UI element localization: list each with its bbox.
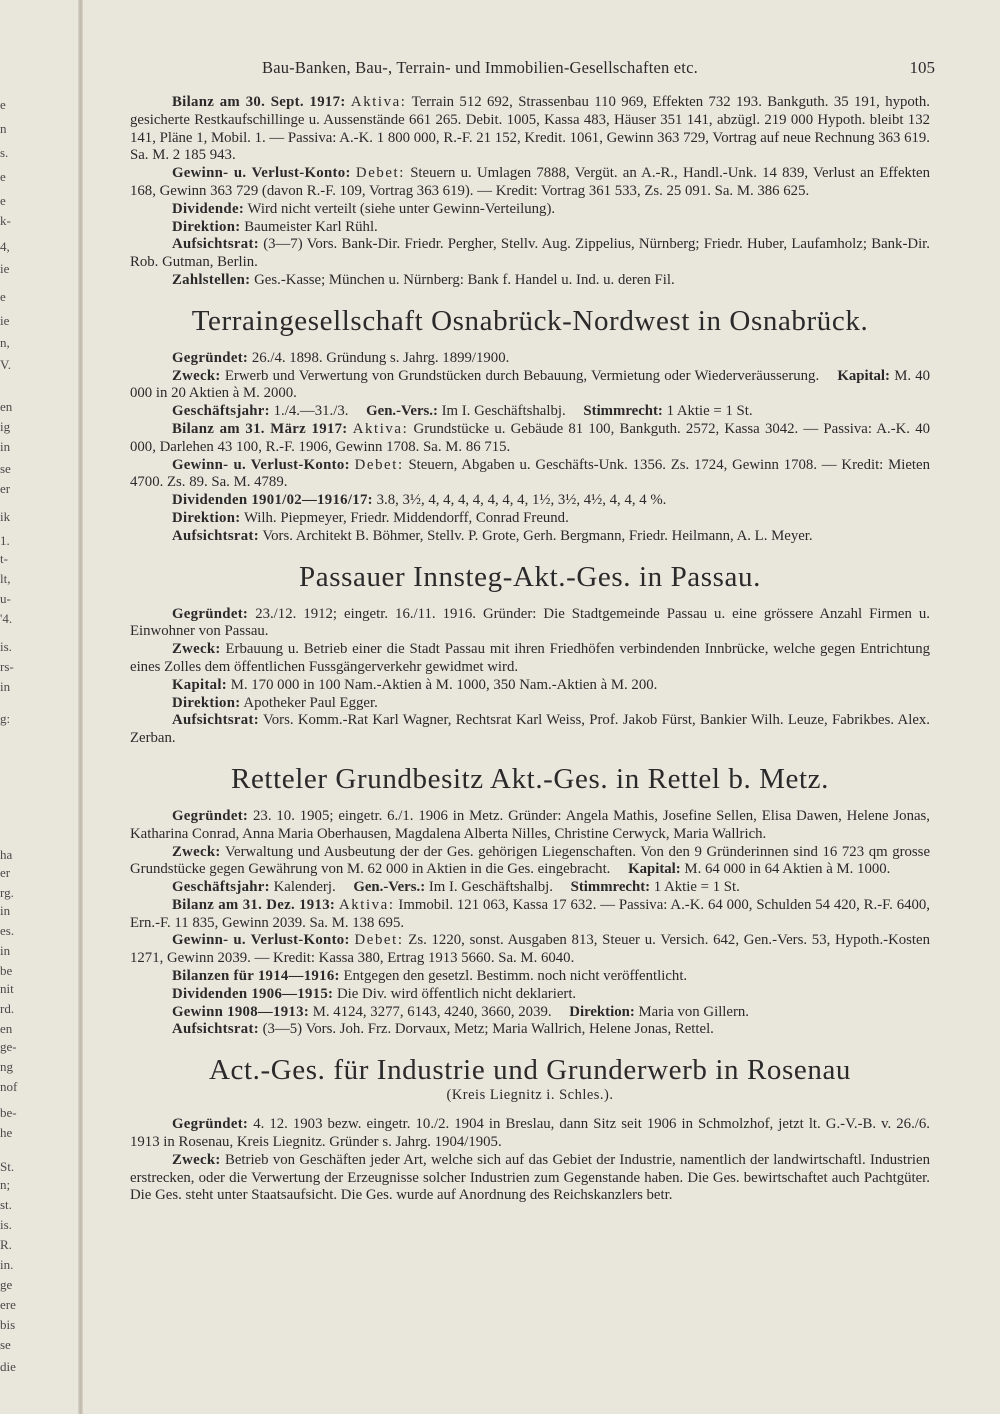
- inline-text: Im I. Geschäftshalbj.: [428, 879, 553, 896]
- margin-fragment: en: [0, 399, 13, 414]
- entry-paragraph: [130, 368, 930, 404]
- field-label: Direktion:: [172, 509, 241, 526]
- field-key: Debet:: [355, 165, 405, 182]
- inline-label: Kapital:: [837, 367, 890, 384]
- entry-paragraph: [130, 712, 930, 748]
- field-text: Steuern u. Umlagen 7888, Vergüt. an A.-R., Handl.-Unk. 14 839, Verlust an Effekten 168, Gewinn 363 729 (davon R.-F. 109, Vortrag 363 619). — Kredit: Vortrag 361 533, Zs. 25 091. Sa. M. 386 625.: [130, 165, 931, 199]
- margin-fragment: e: [0, 97, 6, 112]
- field-label: Aufsichtsrat:: [172, 236, 259, 253]
- field-text: M. 170 000 in 100 Nam.-Aktien à M. 1000, 350 Nam.-Aktien à M. 200.: [230, 676, 658, 693]
- company-title: Act.-Ges. für Industrie und Grunderwerb in Rosenau: [208, 1054, 852, 1087]
- field-label: Direktion:: [172, 694, 241, 711]
- margin-fragment: is.: [0, 1217, 12, 1232]
- field-key: Debet:: [354, 456, 404, 473]
- field-label: Bilanz am 30. Sept. 1917:: [172, 94, 346, 110]
- field-label: Gegründet:: [172, 605, 249, 622]
- entry-paragraph: [130, 165, 930, 201]
- margin-fragment: se: [0, 461, 11, 476]
- field-text: 3.8, 3½, 4, 4, 4, 4, 4, 4, 4, 1½, 3½, 4½, 4, 4, 4 %.: [376, 492, 667, 509]
- company-subtitle: (Kreis Liegnitz i. Schles.).: [446, 1087, 614, 1104]
- entry-paragraph: [130, 1021, 930, 1039]
- margin-fragment: ha: [0, 847, 13, 862]
- company-entry: [130, 290, 930, 546]
- running-title: Bau-Banken, Bau-, Terrain- und Immobilien-Gesellschaften etc.: [262, 58, 698, 77]
- inline-text: M. 40 000 in 20 Aktien à M. 2000.: [130, 367, 931, 402]
- field-text: 26./4. 1898. Gründung s. Jahrg. 1899/1900.: [251, 349, 510, 366]
- entry-paragraph: [130, 272, 930, 290]
- field-text: Betrieb von Geschäften jeder Art, welche sich auf das Gebiet der Industrie, namentlich der landwirtschaftl. Industrien erstrecken, oder die Verwertung der Erzeugnisse solcher Industrien zum Gegenstande haben. Die Ges. bewirtschaftet auch Pachtgüter. Die Ges. steht unter Staatsaufsicht. Die Ges. wurde auf Anordnung des Reichskanzlers betr.: [130, 1151, 930, 1204]
- entry-paragraph: [130, 1152, 930, 1205]
- field-text: Vors. Architekt B. Böhmer, Stellv. P. Grote, Gerh. Bergmann, Friedr. Heilmann, A. L. Meyer.: [262, 527, 813, 544]
- margin-fragment: in: [0, 943, 11, 958]
- margin-fragment: u-: [0, 591, 11, 606]
- margin-fragment: e: [0, 289, 6, 304]
- field-label: Aufsichtsrat:: [172, 712, 259, 729]
- field-label: Gewinn- u. Verlust-Konto:: [172, 165, 351, 182]
- entry-paragraph: [130, 492, 930, 510]
- field-label: Direktion:: [172, 218, 241, 235]
- field-text: Terrain 512 692, Strassenbau 110 969, Effekten 732 193. Bankguth. 35 191, hypoth. gesicherte Restkaufschillinge u. Aussenstände 661 265. Debit. 1005, Kassa 483, Häuser 351 141, abzügl. 219 000 Hypoth. bleibt 132 141, Pläne 1, Mobil. 1. — Passiva: A.-K. 1 800 000, R.-F. 21 152, Kredit. 1061, Gewinn 363 729, Vortrag auf neue Rechnung 363 619. Sa. M. 2 185 943.: [130, 94, 930, 164]
- entry-paragraph: [130, 1116, 930, 1152]
- margin-fragment: St.: [0, 1159, 15, 1174]
- inline-text: Maria von Gillern.: [638, 1003, 750, 1020]
- entry-paragraph: [130, 968, 930, 986]
- field-text: Entgegen den gesetzl. Bestimm. noch nicht veröffentlicht.: [343, 968, 688, 985]
- margin-fragment: bis: [0, 1317, 16, 1332]
- entry-paragraph: [130, 879, 930, 897]
- margin-fragment: in.: [0, 1257, 14, 1272]
- field-label: Kapital:: [172, 676, 228, 693]
- field-text: M. 4124, 3277, 6143, 4240, 3660, 2039.: [312, 1003, 552, 1020]
- field-text: Die Div. wird öffentlich nicht deklariert.: [336, 985, 577, 1002]
- margin-fragment: rg.: [0, 885, 14, 900]
- field-label: Dividende:: [172, 200, 245, 217]
- margin-fragment: rd.: [0, 1001, 15, 1016]
- entry-paragraph: [130, 844, 930, 880]
- field-text: Baumeister Karl Rühl.: [244, 218, 378, 235]
- entry-paragraph: [130, 403, 930, 421]
- margin-fragment: er: [0, 865, 11, 880]
- field-text: 1./4.—31./3.: [273, 403, 349, 420]
- field-label: Geschäftsjahr:: [172, 879, 270, 896]
- margin-fragment: die: [0, 1359, 16, 1374]
- margin-fragment: ik: [0, 509, 11, 524]
- margin-fragment: '4.: [0, 611, 13, 626]
- margin-fragment: be: [0, 963, 13, 978]
- inline-label: Kapital:: [628, 861, 681, 878]
- entry-paragraph: [130, 641, 930, 677]
- margin-fragment: ig: [0, 419, 11, 434]
- field-label: Dividenden 1906—1915:: [172, 985, 334, 1002]
- margin-fragment: is.: [0, 639, 12, 654]
- field-label: Gegründet:: [172, 349, 249, 366]
- field-text: (3—7) Vors. Bank-Dir. Friedr. Pergher, Stellv. Aug. Zippelius, Nürnberg; Friedr. Huber, Laufamholz; Bank-Dir. Rob. Gutman, Berlin.: [130, 236, 930, 271]
- field-text: 23./12. 1912; eingetr. 16./11. 1916. Gründer: Die Stadtgemeinde Passau u. eine grössere Anzahl Firmen u. Einwohner von Passau.: [130, 605, 930, 640]
- company-entry: [130, 546, 930, 748]
- company-entry: [130, 748, 930, 1039]
- inline-text: 1 Aktie = 1 St.: [666, 403, 753, 420]
- running-head: [130, 58, 935, 80]
- inline-text: Im I. Geschäftshalbj.: [441, 403, 566, 420]
- inline-label: Stimmrecht:: [583, 403, 663, 420]
- entry-paragraph: [130, 695, 930, 713]
- entry-paragraph: [130, 897, 930, 933]
- margin-fragment: 1.: [0, 533, 10, 548]
- field-label: Bilanzen für 1914—1916:: [172, 968, 340, 985]
- entry-paragraph: [130, 421, 930, 457]
- field-text: Wilh. Piepmeyer, Friedr. Middendorff, Conrad Freund.: [243, 509, 569, 526]
- inline-label: Stimmrecht:: [570, 879, 651, 896]
- company-title: Passauer Innsteg-Akt.-Ges. in Passau.: [299, 560, 761, 593]
- margin-fragment: 4,: [0, 239, 10, 254]
- company-title: Terraingesellschaft Osnabrück-Nordwest in Osnabrück.: [191, 304, 869, 337]
- page-number: 105: [909, 58, 935, 77]
- entry-paragraph: [130, 236, 930, 272]
- company-title: Retteler Grundbesitz Akt.-Ges. in Rettel b. Metz.: [231, 762, 829, 795]
- field-label: Gewinn- u. Verlust-Konto:: [172, 456, 350, 473]
- margin-fragment: R.: [0, 1237, 12, 1252]
- field-key: Aktiva:: [338, 896, 395, 913]
- field-text: Vors. Komm.-Rat Karl Wagner, Rechtsrat Karl Weiss, Prof. Jakob Fürst, Bankier Wilh. Leuze, Fabrikbes. Alex. Zerban.: [130, 712, 930, 747]
- margin-fragment: V.: [0, 357, 11, 372]
- field-text: Kalenderj.: [273, 879, 336, 896]
- entry-paragraph: [130, 808, 930, 844]
- field-text: Zs. 1220, sonst. Ausgaben 813, Steuer u. Versich. 642, Gen.-Vers. 53, Hypoth.-Kosten 1271, Gewinn 2039. — Kredit: Kassa 380, Ertrag 1913 5660. Sa. M. 6040.: [130, 932, 930, 967]
- field-text: Grundstücke u. Gebäude 81 100, Bankguth. 2572, Kassa 3042. — Passiva: A.-K. 40 000, Darlehen 43 100, R.-F. 1906, Gewinn 1708. Sa. M. 86 715.: [130, 420, 930, 455]
- company-entry: [130, 94, 930, 290]
- margin-fragment: n;: [0, 1177, 11, 1192]
- entry-paragraph: [130, 94, 930, 165]
- field-label: Zahlstellen:: [172, 271, 251, 288]
- facing-page-margin: [0, 0, 40, 1414]
- entry-paragraph: [130, 606, 930, 642]
- field-label: Zweck:: [172, 1151, 221, 1168]
- margin-fragment: e: [0, 193, 6, 208]
- field-text: Steuern, Abgaben u. Geschäfts-Unk. 1356. Zs. 1724, Gewinn 1708. — Kredit: Mieten 4700. Zs. 89. Sa. M. 4789.: [130, 456, 930, 491]
- margin-fragment: ng: [0, 1059, 13, 1074]
- field-text: Erwerb und Verwertung von Grundstücken durch Bebauung, Vermietung oder Wiederveräusserung.: [224, 367, 820, 384]
- margin-fragment: ie: [0, 313, 10, 328]
- field-key: Debet:: [354, 932, 404, 949]
- field-text: Verwaltung und Ausbeutung der der Ges. gehörigen Liegenschaften. Von den 9 Gründerinnen sind 16 723 qm grosse Grundstücke gegen Gewährung von M. 62 000 in Aktien in die Ges. eingebracht.: [130, 843, 931, 878]
- margin-fragment: n,: [0, 335, 10, 350]
- page-gutter: [78, 0, 83, 1414]
- field-label: Zweck:: [172, 367, 221, 384]
- margin-fragment: es.: [0, 923, 15, 938]
- inline-label: Gen.-Vers.:: [353, 879, 426, 896]
- entry-paragraph: [130, 350, 930, 368]
- page-body: [130, 94, 930, 1205]
- margin-fragment: e: [0, 169, 6, 184]
- field-text: 4. 12. 1903 bezw. eingetr. 10./2. 1904 in Breslau, dann Sitz seit 1906 in Schmolzhof, jetzt lt. G.-V.-B. v. 26./6. 1913 in Rosenau, Kreis Liegnitz. Gründer s. Jahrg. 1904/1905.: [130, 1116, 930, 1151]
- margin-fragment: st.: [0, 1197, 12, 1212]
- margin-fragment: lt,: [0, 571, 11, 586]
- field-label: Gegründet:: [172, 1116, 249, 1133]
- margin-fragment: s.: [0, 145, 9, 160]
- field-label: Bilanz am 31. März 1917:: [172, 420, 348, 437]
- field-key: Aktiva:: [350, 94, 407, 110]
- entry-paragraph: [130, 986, 930, 1004]
- margin-fragment: ge: [0, 1277, 13, 1292]
- field-text: Wird nicht verteilt (siehe unter Gewinn-Verteilung).: [247, 200, 556, 217]
- field-text: Immobil. 121 063, Kassa 17 632. — Passiva: A.-K. 64 000, Schulden 54 420, R.-F. 6400, Ern.-F. 11 835, Gewinn 2039. Sa. M. 138 695.: [130, 896, 930, 931]
- field-label: Gewinn- u. Verlust-Konto:: [172, 932, 350, 949]
- margin-fragment: se: [0, 1337, 11, 1352]
- margin-fragment: nof: [0, 1079, 18, 1094]
- field-label: Aufsichtsrat:: [172, 527, 259, 544]
- inline-label: Gen.-Vers.:: [366, 403, 438, 420]
- entry-paragraph: [130, 677, 930, 695]
- field-key: Aktiva:: [352, 420, 409, 437]
- entry-paragraph: [130, 219, 930, 237]
- margin-fragment: in: [0, 439, 11, 454]
- field-label: Aufsichtsrat:: [172, 1021, 259, 1038]
- entry-paragraph: [130, 932, 930, 968]
- entry-paragraph: [130, 1004, 930, 1022]
- margin-fragment: ge-: [0, 1039, 17, 1054]
- entry-paragraph: [130, 510, 930, 528]
- field-text: Erbauung u. Betrieb einer die Stadt Passau mit ihren Friedhöfen verbindenden Innbrücke, welche gegen Entrichtung eines Zolles dem öffentlichen Fussgängerverkehr gewidmet wird.: [130, 641, 931, 675]
- margin-fragment: k-: [0, 213, 11, 228]
- inline-label: Direktion:: [569, 1003, 635, 1020]
- inline-text: M. 64 000 in 64 Aktien à M. 1000.: [684, 861, 891, 878]
- field-text: Ges.-Kasse; München u. Nürnberg: Bank f. Handel u. Ind. u. deren Fil.: [254, 271, 675, 288]
- margin-fragment: en: [0, 1021, 13, 1036]
- field-label: Gewinn 1908—1913:: [172, 1003, 310, 1020]
- margin-fragment: t-: [0, 551, 8, 566]
- field-label: Geschäftsjahr:: [172, 403, 270, 420]
- field-label: Zweck:: [172, 843, 221, 860]
- field-text: (3—5) Vors. Joh. Frz. Dorvaux, Metz; Maria Wallrich, Helene Jonas, Rettel.: [262, 1021, 714, 1038]
- field-text: 23. 10. 1905; eingetr. 6./1. 1906 in Metz. Gründer: Angela Mathis, Josefine Sellen, Elisa Dawen, Helene Jonas, Katharina Conrad, Anna Maria Oberhausen, Magdalena Alberta Nilles, Christine Cerwyck, Maria Wallrich.: [130, 807, 930, 842]
- field-text: Apotheker Paul Egger.: [243, 694, 378, 711]
- field-label: Dividenden 1901/02—1916/17:: [172, 492, 373, 509]
- inline-text: 1 Aktie = 1 St.: [653, 879, 740, 896]
- margin-fragment: ere: [0, 1297, 16, 1312]
- margin-fragment: ie: [0, 261, 10, 276]
- margin-fragment: g:: [0, 711, 11, 726]
- margin-fragment: be-: [0, 1105, 17, 1120]
- entry-paragraph: [130, 201, 930, 219]
- field-label: Bilanz am 31. Dez. 1913:: [172, 896, 336, 913]
- margin-fragment: nit: [0, 981, 14, 996]
- margin-fragment: n: [0, 121, 7, 136]
- company-entry: [130, 1039, 930, 1205]
- field-label: Gegründet:: [172, 807, 249, 824]
- margin-fragment: he: [0, 1125, 13, 1140]
- margin-fragment: in: [0, 679, 11, 694]
- margin-fragment: er: [0, 481, 11, 496]
- field-label: Zweck:: [172, 641, 221, 658]
- entry-paragraph: [130, 457, 930, 493]
- margin-fragment: rs-: [0, 659, 14, 674]
- margin-fragment: in: [0, 903, 11, 918]
- entry-paragraph: [130, 528, 930, 546]
